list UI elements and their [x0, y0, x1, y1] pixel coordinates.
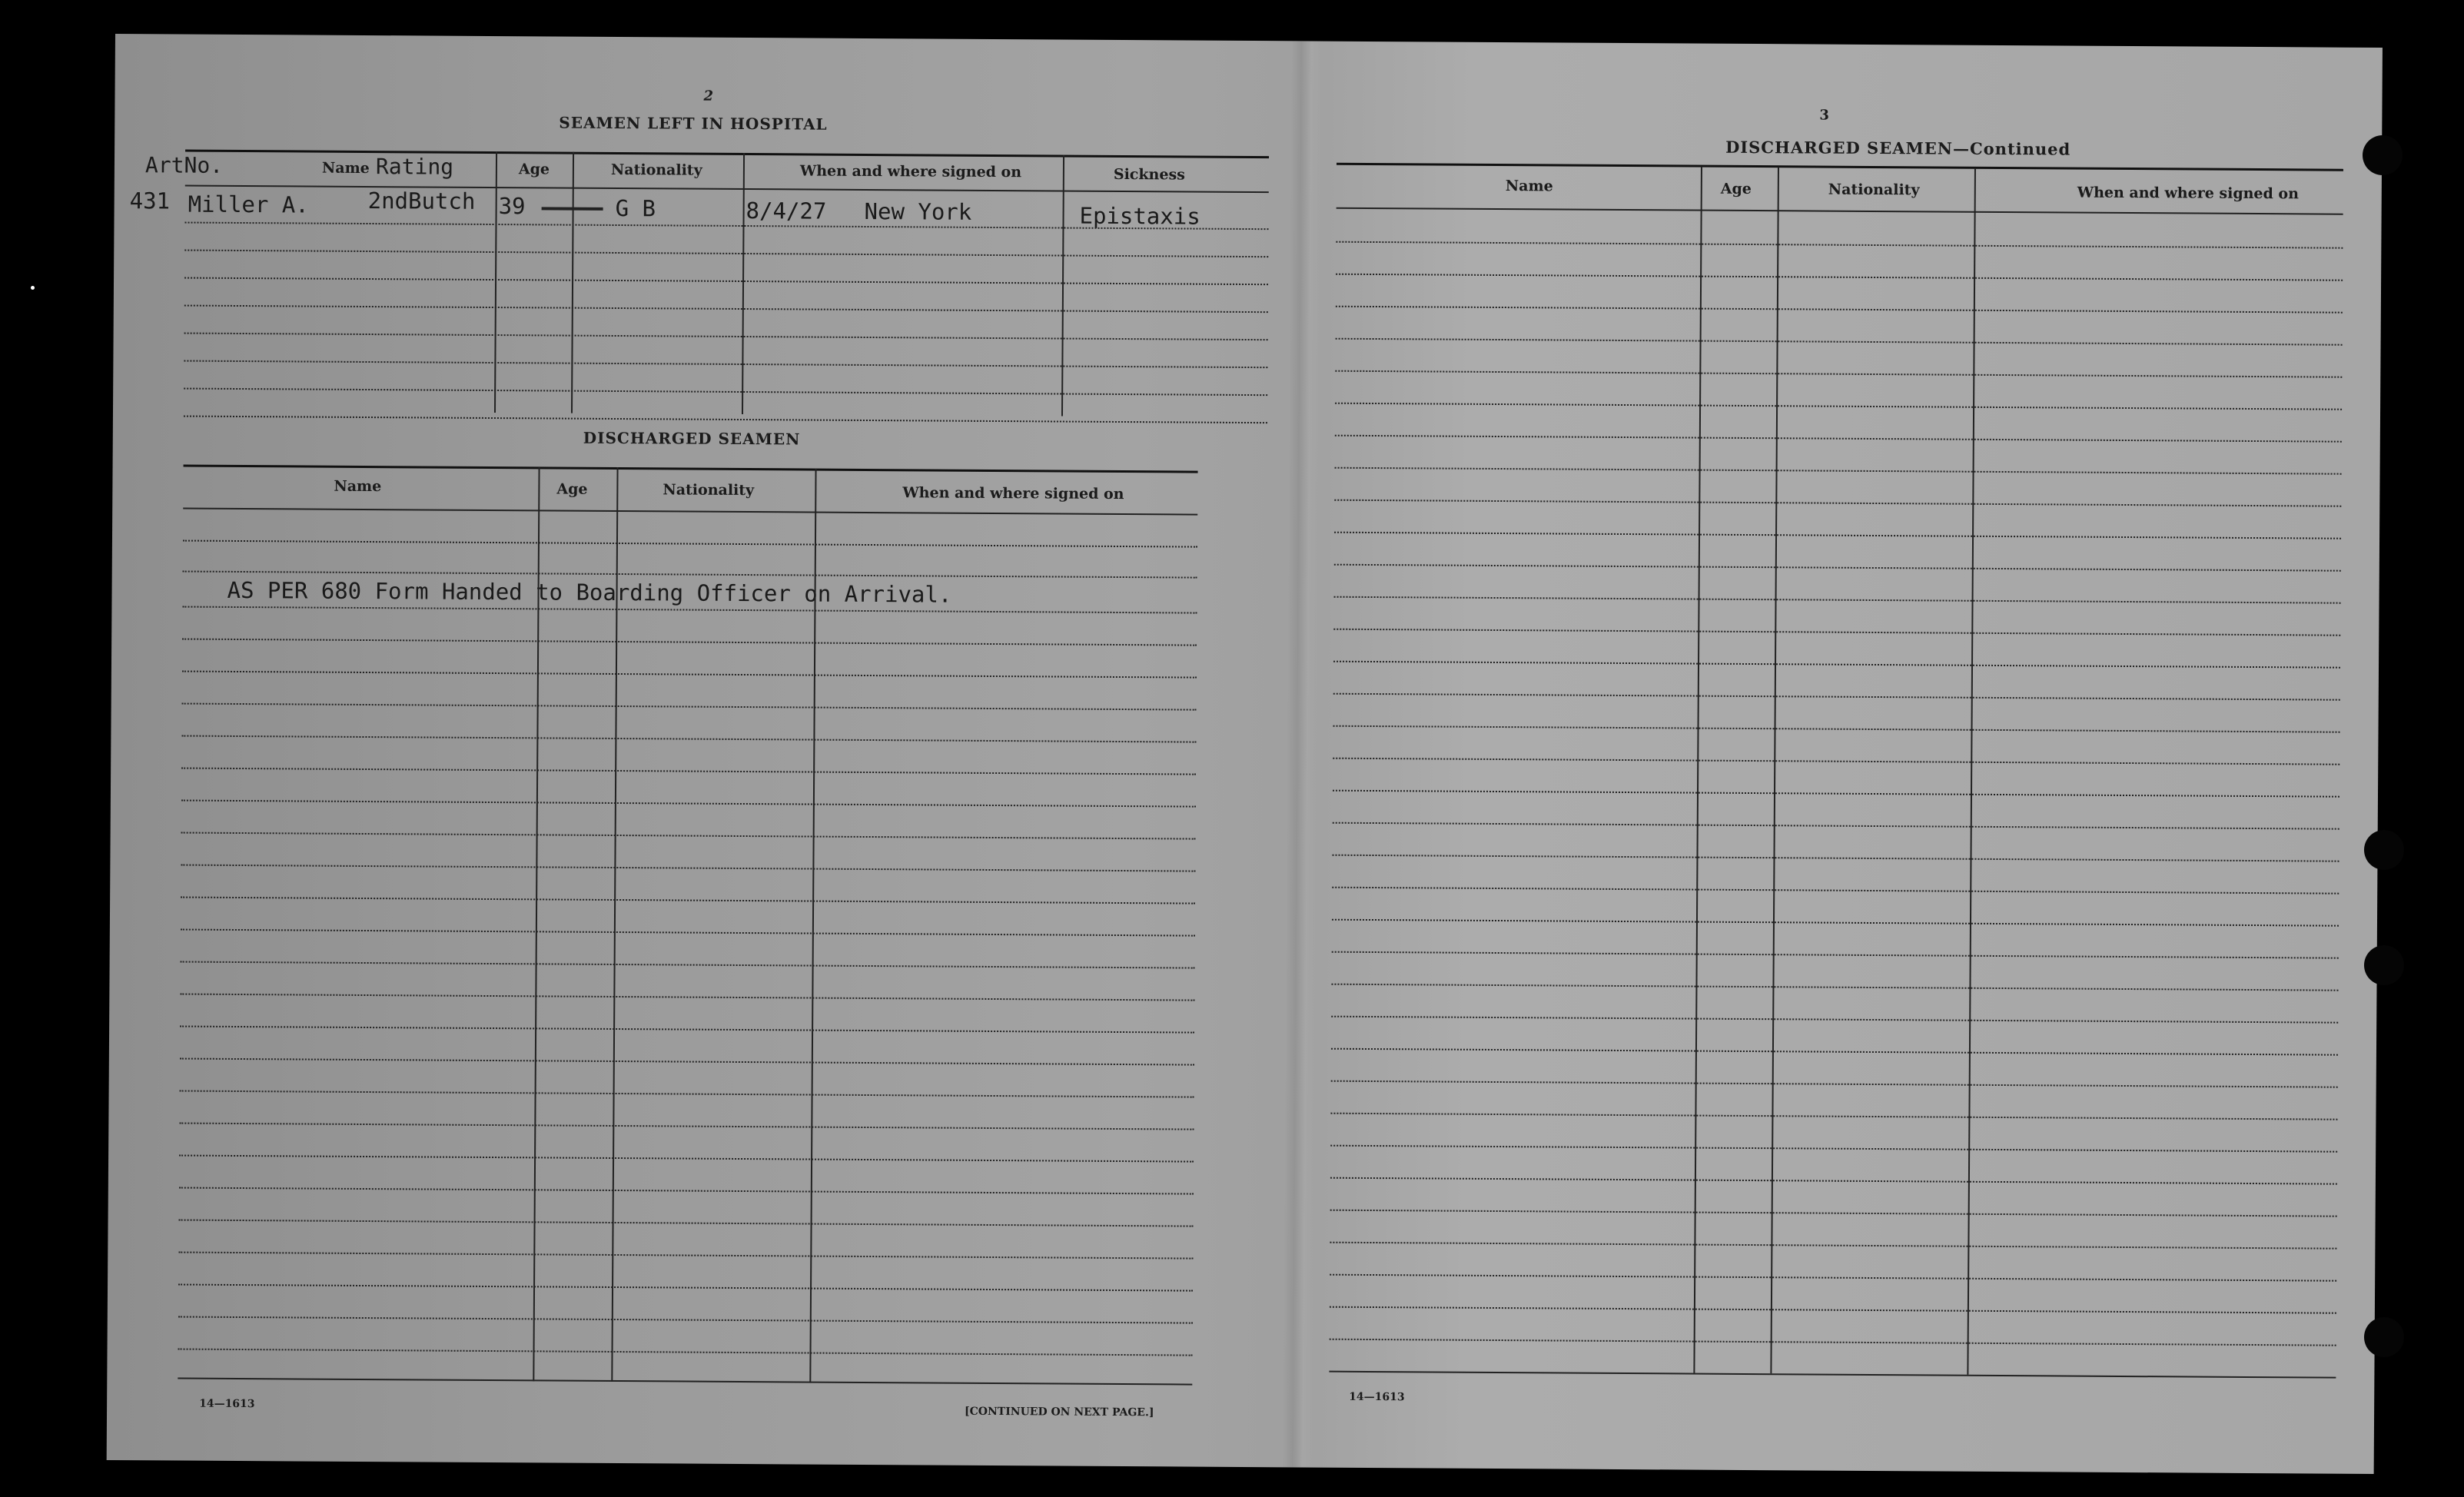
discharged-note: AS PER 680 Form Handed to Boarding Officer on Arrival.: [227, 576, 952, 608]
header-signed-on: When and where signed on: [799, 162, 1022, 181]
page-number: 2: [703, 88, 714, 105]
discharged-continued-title: DISCHARGED SEAMEN—Continued: [1725, 137, 2071, 159]
seaman-age: 39: [498, 193, 526, 220]
signed-on-place: New York: [864, 197, 972, 225]
hospital-title: SEAMEN LEFT IN HOSPITAL: [559, 113, 828, 134]
discharged-header-nationality: Nationality: [662, 481, 755, 500]
page-number: 3: [1819, 107, 1829, 124]
discharged-header-name: Name: [334, 477, 382, 496]
form-number: 14—1613: [1349, 1390, 1405, 1404]
continued-header-nationality: Nationality: [1828, 181, 1920, 199]
header-rating: Rating: [375, 154, 454, 180]
art-no-value: 431: [129, 188, 171, 214]
continued-header-signed-on: When and where signed on: [2077, 184, 2300, 203]
seaman-rating: 2ndButch: [367, 188, 476, 214]
discharged-title: DISCHARGED SEAMEN: [583, 428, 801, 449]
punch-hole: [2364, 1317, 2404, 1357]
punch-hole: [2364, 830, 2404, 870]
discharged-header-age: Age: [556, 480, 588, 498]
continued-header-age: Age: [1720, 180, 1752, 198]
header-name: Name: [321, 159, 370, 178]
discharged-header-signed-on: When and where signed on: [902, 484, 1124, 503]
header-age: Age: [518, 161, 550, 178]
signed-on-date: 8/4/27: [746, 197, 827, 224]
dust-speck: [31, 286, 35, 290]
ledger-sheet: [107, 34, 2383, 1474]
seaman-name: Miller A.: [188, 191, 309, 218]
form-number: 14—1613: [199, 1397, 255, 1411]
seaman-nationality: G B: [615, 194, 656, 222]
continued-header-name: Name: [1505, 178, 1553, 195]
sickness-value: Epistaxis: [1079, 202, 1200, 230]
punch-hole: [2364, 945, 2404, 985]
header-art-no: ArtNo.: [144, 152, 224, 178]
left-page: [107, 34, 1291, 1467]
continued-note: [CONTINUED ON NEXT PAGE.]: [965, 1405, 1154, 1419]
header-nationality: Nationality: [610, 161, 702, 179]
punch-hole: [2363, 135, 2403, 175]
header-sickness: Sickness: [1113, 165, 1185, 184]
right-page: [1283, 41, 2383, 1474]
